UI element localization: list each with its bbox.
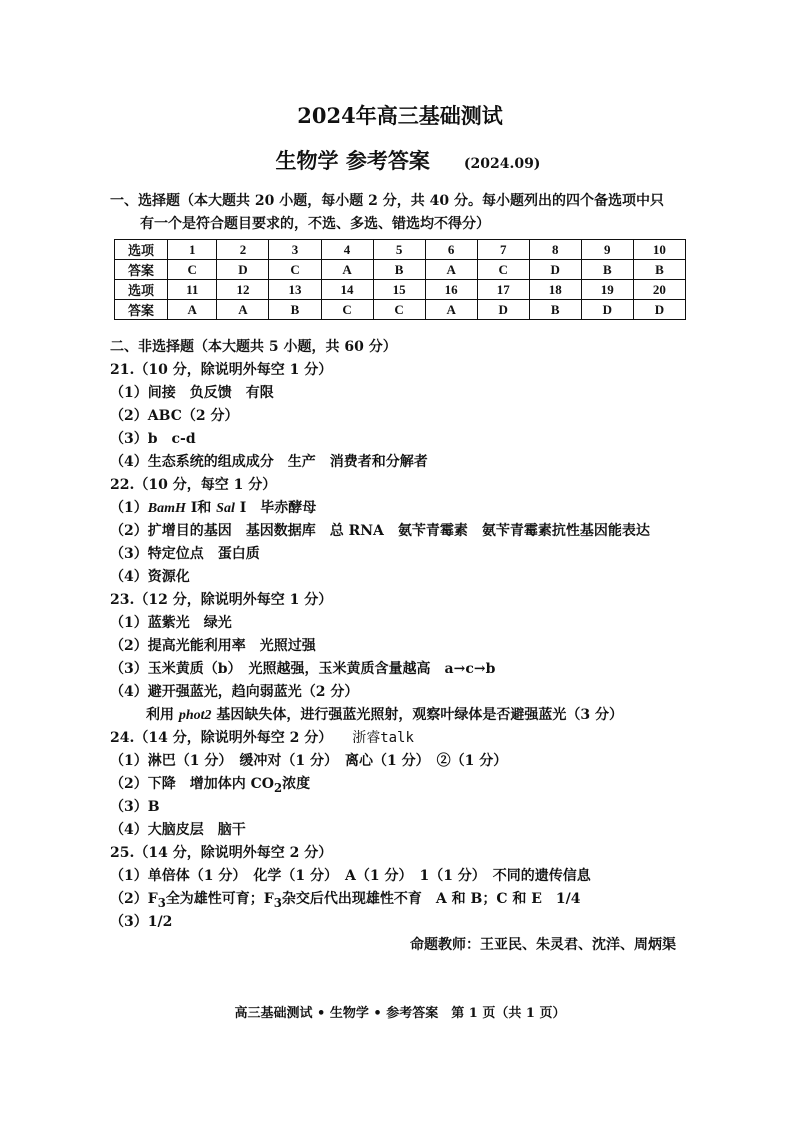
answer-table bbox=[114, 239, 686, 320]
table-cell: D bbox=[217, 260, 269, 280]
table-cell: C bbox=[373, 300, 425, 320]
q22-answer-2: （2）扩增目的基因 基因数据库 总 RNA 氨苄青霉素 氨苄青霉素抗性基因能表达 bbox=[110, 523, 650, 539]
table-row-options-2 bbox=[115, 280, 686, 300]
q23-heading: 23.（12 分，除说明外每空 1 分） bbox=[110, 592, 333, 608]
q21-answer-4: （4）生态系统的组成成分 生产 消费者和分解者 bbox=[110, 454, 428, 470]
q25-a2-p3: 杂交后代出现雄性不育 A 和 B；C 和 E 1/4 bbox=[281, 891, 581, 907]
table-cell: 12 bbox=[217, 280, 269, 300]
section2-heading: 二、非选择题（本大题共 5 小题，共 60 分） bbox=[110, 339, 397, 355]
table-cell: D bbox=[529, 260, 581, 280]
table-row-options-1 bbox=[115, 240, 686, 260]
section1-instruction-2: 有一个是符合题目要求的，不选、多选、错选均不得分） bbox=[140, 216, 490, 232]
q24-answer-4: （4）大脑皮层 脑干 bbox=[110, 822, 246, 838]
table-cell: 14 bbox=[321, 280, 373, 300]
table-cell: D bbox=[633, 300, 685, 320]
q25-heading: 25.（14 分，除说明外每空 2 分） bbox=[110, 845, 333, 861]
subscript: 3 bbox=[157, 895, 166, 910]
table-cell: 2 bbox=[217, 240, 269, 260]
q22-a1-suffix: Ⅰ 毕赤酵母 bbox=[234, 500, 317, 516]
table-cell: 7 bbox=[477, 240, 529, 260]
q24-answer-3: （3）B bbox=[110, 799, 160, 815]
section1-instruction-1: 一、选择题（本大题共 20 小题，每小题 2 分，共 40 分。每小题列出的四个备选项中只 bbox=[110, 193, 664, 209]
table-cell: B bbox=[581, 260, 633, 280]
table-cell: C bbox=[477, 260, 529, 280]
table-cell: 10 bbox=[633, 240, 685, 260]
page-footer: 高三基础测试 • 生物学 • 参考答案 第 1 页（共 1 页） bbox=[234, 1006, 566, 1021]
q21-answer-1: （1）间接 负反馈 有限 bbox=[110, 385, 274, 401]
table-cell: 11 bbox=[168, 280, 217, 300]
q24-answer-2 bbox=[110, 773, 310, 795]
q24-a2-suffix: 浓度 bbox=[282, 776, 311, 792]
row-label-option: 选项 bbox=[115, 280, 168, 300]
table-cell: D bbox=[477, 300, 529, 320]
exam-date: (2024.09) bbox=[463, 156, 541, 172]
table-cell: 18 bbox=[529, 280, 581, 300]
table-cell: 19 bbox=[581, 280, 633, 300]
table-cell: 3 bbox=[269, 240, 321, 260]
table-cell: 8 bbox=[529, 240, 581, 260]
q23-answer-2: （2）提高光能利用率 光照过强 bbox=[110, 638, 316, 654]
enzyme-sal: Sal bbox=[216, 501, 235, 516]
subscript: 3 bbox=[273, 895, 282, 910]
q22-answer-1 bbox=[110, 497, 316, 517]
row-label-option: 选项 bbox=[115, 240, 168, 260]
table-cell: B bbox=[633, 260, 685, 280]
q24-a2-prefix: （2）下降 增加体内 CO bbox=[110, 776, 274, 792]
row-label-answer: 答案 bbox=[115, 260, 168, 280]
table-cell: A bbox=[425, 260, 477, 280]
q22-answer-3: （3）特定位点 蛋白质 bbox=[110, 546, 260, 562]
table-cell: 16 bbox=[425, 280, 477, 300]
q22-a1-mid: Ⅰ和 bbox=[185, 500, 217, 516]
table-cell: A bbox=[168, 300, 217, 320]
gene-phot2: phot2 bbox=[178, 708, 212, 723]
table-cell: C bbox=[269, 260, 321, 280]
q24-heading-text: 24.（14 分，除说明外每空 2 分） bbox=[110, 730, 333, 746]
q21-heading: 21.（10 分，除说明外每空 1 分） bbox=[110, 362, 333, 378]
table-cell: 9 bbox=[581, 240, 633, 260]
enzyme-bamh: BamH bbox=[147, 501, 186, 516]
q25-a2-p1: （2）F bbox=[110, 891, 158, 907]
table-cell: D bbox=[581, 300, 633, 320]
q22-a1-prefix: （1） bbox=[110, 500, 148, 516]
q23-answer-1: （1）蓝紫光 绿光 bbox=[110, 615, 232, 631]
page-subtitle bbox=[0, 145, 800, 175]
table-cell: B bbox=[269, 300, 321, 320]
q21-answer-3: （3）b c-d bbox=[110, 431, 196, 447]
table-cell: 1 bbox=[168, 240, 217, 260]
table-cell: 13 bbox=[269, 280, 321, 300]
q23-answer-4: （4）避开强蓝光，趋向弱蓝光（2 分） bbox=[110, 684, 359, 700]
q23-answer-3: （3）玉米黄质（b） 光照越强，玉米黄质含量越高 a→c→b bbox=[110, 661, 496, 677]
row-label-answer: 答案 bbox=[115, 300, 168, 320]
page-title: 2024年高三基础测试 bbox=[297, 103, 503, 128]
table-cell: 15 bbox=[373, 280, 425, 300]
table-cell: 20 bbox=[633, 280, 685, 300]
table-cell: A bbox=[425, 300, 477, 320]
table-cell: 5 bbox=[373, 240, 425, 260]
q22-answer-4: （4）资源化 bbox=[110, 569, 190, 585]
table-cell: 17 bbox=[477, 280, 529, 300]
q22-heading: 22.（10 分，每空 1 分） bbox=[110, 477, 277, 493]
q24-heading bbox=[110, 727, 414, 747]
q21-answer-2: （2）ABC（2 分） bbox=[110, 408, 239, 424]
subscript: 2 bbox=[273, 780, 283, 795]
author-signature: 命题教师：王亚民、朱灵君、沈洋、周炳渠 bbox=[410, 937, 676, 953]
q25-answer-2 bbox=[110, 888, 581, 910]
table-row-answers-2 bbox=[115, 300, 686, 320]
q24-answer-1: （1）淋巴（1 分） 缓冲对（1 分） 离心（1 分） ②（1 分） bbox=[110, 753, 508, 769]
q25-answer-1: （1）单倍体（1 分） 化学（1 分） A（1 分） 1（1 分） 不同的遗传信息 bbox=[110, 868, 591, 884]
q23-a4b-suffix: 基因缺失体，进行强蓝光照射，观察叶绿体是否避强蓝光（3 分） bbox=[211, 707, 624, 723]
subtitle-text: 生物学 参考答案 bbox=[275, 148, 430, 173]
q23-answer-4b bbox=[146, 704, 623, 724]
table-cell: A bbox=[217, 300, 269, 320]
table-cell: C bbox=[168, 260, 217, 280]
q23-a4b-prefix: 利用 bbox=[146, 707, 179, 723]
q25-answer-3: （3）1/2 bbox=[110, 914, 173, 930]
table-cell: 4 bbox=[321, 240, 373, 260]
table-cell: B bbox=[373, 260, 425, 280]
table-cell: A bbox=[321, 260, 373, 280]
table-cell: 6 bbox=[425, 240, 477, 260]
watermark-text: 浙睿talk bbox=[352, 730, 414, 746]
table-cell: B bbox=[529, 300, 581, 320]
table-cell: C bbox=[321, 300, 373, 320]
q25-a2-p2: 全为雄性可育；F bbox=[165, 891, 274, 907]
table-row-answers-1 bbox=[115, 260, 686, 280]
